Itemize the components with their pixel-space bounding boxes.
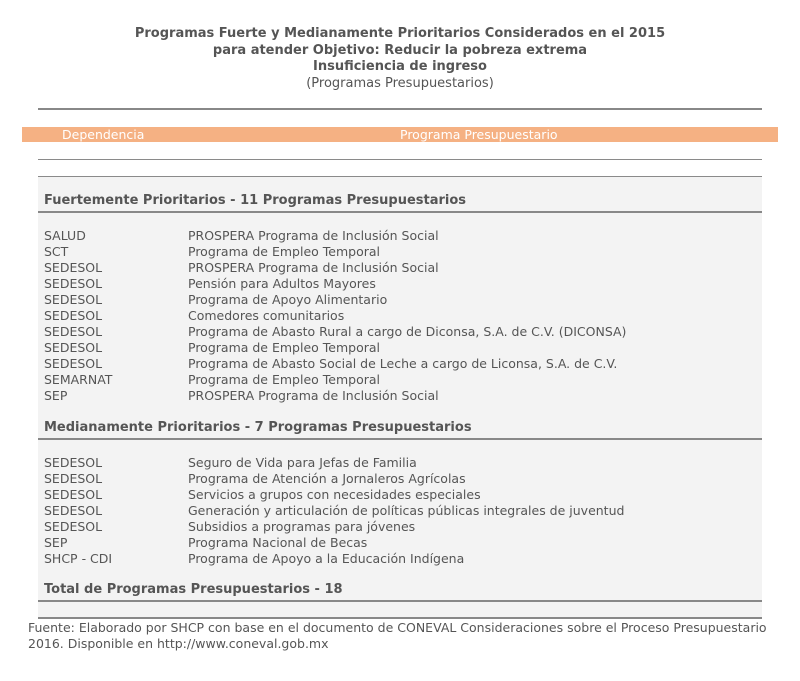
table-row (0, 487, 800, 503)
row-dependencia: SCT (44, 244, 69, 259)
row-dependencia: SEMARNAT (44, 372, 113, 387)
table-row (0, 356, 800, 372)
rule-below-header (38, 159, 762, 160)
table-row (0, 244, 800, 260)
table-row (0, 471, 800, 487)
section-title-fuertemente: Fuertemente Prioritarios - 11 Programas Presupuestarios (44, 193, 467, 208)
table-row (0, 372, 800, 388)
row-programa: Programa de Empleo Temporal (188, 372, 380, 387)
row-dependencia: SEDESOL (44, 340, 103, 355)
row-dependencia: SEDESOL (44, 519, 103, 534)
row-programa: Programa Nacional de Becas (188, 535, 368, 550)
table-row (0, 340, 800, 356)
row-programa: Programa de Abasto Rural a cargo de Diconsa, S.A. de C.V. (DICONSA) (188, 324, 627, 339)
row-dependencia: SEP (44, 388, 68, 403)
row-dependencia: SEDESOL (44, 503, 103, 518)
row-dependencia: SEDESOL (44, 292, 103, 307)
row-programa: Programa de Abasto Social de Leche a cargo de Liconsa, S.A. de C.V. (188, 356, 618, 371)
section-rule-fuertemente (38, 211, 762, 213)
row-dependencia: SEDESOL (44, 356, 103, 371)
row-programa: Comedores comunitarios (188, 308, 345, 323)
row-programa: Generación y articulación de políticas públicas integrales de juventud (188, 503, 625, 518)
row-programa: PROSPERA Programa de Inclusión Social (188, 260, 439, 275)
table-row (0, 388, 800, 404)
source-footnote (28, 620, 788, 651)
title-line-2: para atender Objetivo: Reducir la pobreza extrema (212, 42, 588, 58)
title-line-4: (Programas Presupuestarios) (306, 75, 494, 91)
top-rule (38, 108, 762, 110)
title-line-3: Insuficiencia de ingreso (313, 59, 487, 74)
row-programa: Programa de Apoyo Alimentario (188, 292, 388, 307)
row-dependencia: SEDESOL (44, 276, 103, 291)
row-dependencia: SEP (44, 535, 68, 550)
row-programa: Pensión para Adultos Mayores (188, 276, 376, 291)
table-row (0, 260, 800, 276)
row-programa: Subsidios a programas para jóvenes (188, 519, 416, 534)
row-programa: Seguro de Vida para Jefas de Familia (188, 455, 417, 470)
row-dependencia: SEDESOL (44, 471, 103, 486)
row-programa: PROSPERA Programa de Inclusión Social (188, 228, 439, 243)
section-rule-medianamente (38, 438, 762, 440)
row-programa: Programa de Atención a Jornaleros Agrícolas (188, 471, 466, 486)
row-programa: Programa de Apoyo a la Educación Indígena (188, 551, 465, 566)
title-block (0, 26, 800, 92)
row-dependencia: SEDESOL (44, 487, 103, 502)
total-programs: Total de Programas Presupuestarios - 18 (44, 582, 343, 597)
row-programa: Programa de Empleo Temporal (188, 340, 380, 355)
table-row (0, 292, 800, 308)
table-header (22, 127, 778, 142)
header-dependencia: Dependencia (62, 127, 145, 142)
table-row (0, 535, 800, 551)
table-row (0, 455, 800, 471)
footnote-line-2: 2016. Disponible en http://www.coneval.gob.mx (28, 635, 329, 651)
row-dependencia: SEDESOL (44, 324, 103, 339)
row-programa: PROSPERA Programa de Inclusión Social (188, 388, 439, 403)
table-row (0, 228, 800, 244)
total-rule (38, 600, 762, 602)
row-dependencia: SALUD (44, 228, 86, 243)
row-dependencia: SEDESOL (44, 260, 103, 275)
table-row (0, 519, 800, 535)
row-dependencia: SHCP - CDI (44, 551, 113, 566)
row-programa: Programa de Empleo Temporal (188, 244, 380, 259)
row-dependencia: SEDESOL (44, 455, 103, 470)
row-dependencia: SEDESOL (44, 308, 103, 323)
table-row (0, 276, 800, 292)
header-programa: Programa Presupuestario (400, 127, 558, 142)
table-row (0, 308, 800, 324)
bottom-rule (38, 617, 762, 619)
table-row (0, 551, 800, 567)
row-programa: Servicios a grupos con necesidades especiales (188, 487, 481, 502)
title-line-1: Programas Fuerte y Medianamente Prioritarios Considerados en el 2015 (134, 26, 666, 41)
section-title-medianamente: Medianamente Prioritarios - 7 Programas Presupuestarios (44, 420, 472, 435)
table-row (0, 324, 800, 340)
table-row (0, 503, 800, 519)
footnote-line-1: Fuente: Elaborado por SHCP con base en el documento de CONEVAL Consideraciones sobre el Proceso Presupuestario (28, 620, 767, 635)
